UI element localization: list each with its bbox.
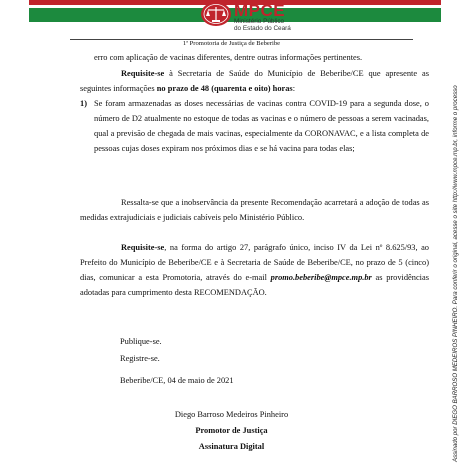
- requisite-keyword-2: Requisite-se: [121, 243, 165, 252]
- publique-line: Publique-se.: [120, 337, 162, 346]
- email-link[interactable]: promo.beberibe@mpce.mp.br: [270, 273, 372, 282]
- requisite-paragraph-1: Requisite-se à Secretaria de Saúde do Município de Beberibe/CE que apresente as seguintes informações no prazo de 48 (quarenta e oito) horas:: [80, 69, 429, 93]
- list-item-number: 1): [80, 99, 87, 108]
- ressalta-paragraph: Ressalta-se que a inobservância da presente Recomendação acarretará a adoção de todas as medidas extrajudiciais e judiciais cabíveis pelo Ministério Público.: [80, 198, 429, 222]
- logo-text: [234, 2, 291, 32]
- digital-signature-sidebar: Assinado por DIEGO BARROSO MEDEIROS PINHEIRO. Para conferir o original, acesse o site http://www.mpce.mp.br, informe o processo: [452, 85, 459, 462]
- continued-line: erro com aplicação de vacinas diferentes, dentre outras informações pertinentes.: [94, 53, 363, 62]
- scales-of-justice-icon: [200, 1, 232, 27]
- date-line: Beberibe/CE, 04 de maio de 2021: [120, 376, 234, 385]
- registre-line: Registre-se.: [120, 354, 160, 363]
- list-item-text: Se foram armazenadas as doses necessárias de vacinas contra COVID-19 para a segunda dose, o número de D2 atualmente no estoque de todas as vacinas e o número de pessoas a serem vacinadas, qual a previsão de chegada de mais vacinas, especialmente da CORONAVAC, e a lista completa de pessoas cujas doses expiram nos próximos dias e se há vacina para todas elas;: [94, 99, 429, 153]
- requisite-keyword: Requisite-se: [121, 69, 165, 78]
- signature-type: Assinatura Digital: [198, 442, 265, 451]
- requisite-paragraph-2: Requisite-se, na forma do artigo 27, parágrafo único, inciso IV da Lei nº 8.625/93, ao Prefeito do Município de Beberibe/CE e à Secretaria de Saúde de Beberibe/CE, no prazo de 5 (cinco) dias, comunicar a esta Promotoria, através do e-mail promo.beberibe@mpce.mp.br as providências adotadas para cumprimento desta RECOMENDAÇÃO.: [80, 243, 429, 297]
- logo-line-1: Ministério Público: [234, 18, 285, 25]
- promotoria-label: 1ª Promotoria de Justiça de Beberibe: [182, 40, 281, 47]
- signer-name: Diego Barroso Medeiros Pinheiro: [174, 410, 289, 419]
- logo-name: MPCE: [234, 1, 286, 20]
- deadline-text: no prazo de 48 (quarenta e oito) horas: [156, 84, 293, 93]
- signer-role: Promotor de Justiça: [195, 426, 268, 435]
- coronavac-text: CORONAVAC: [304, 129, 356, 138]
- logo-line-2: do Estado do Ceará: [234, 24, 291, 32]
